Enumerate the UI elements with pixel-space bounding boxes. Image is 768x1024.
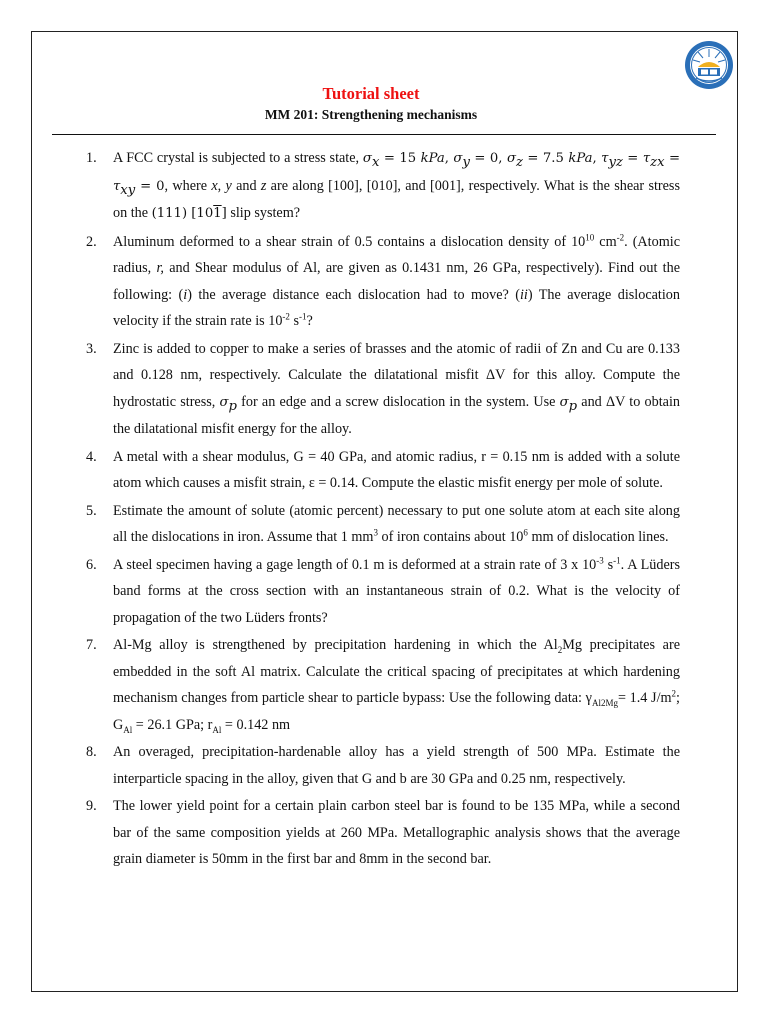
question-text: and ΔV to obtain the dilatational misfit energy for the alloy. [113, 393, 680, 437]
math-symbol: σ [506, 151, 516, 166]
question-text: Mg precipitates are embedded in the soft Al matrix. Calculate the critical spacing of precipitates at which hardening mechanism changes from particle shear to particle bypass: Use the following data: γ [113, 637, 680, 706]
question-item [86, 793, 680, 873]
question-text: A metal with a shear modulus, G = 40 GPa, and atomic radius, r = 0.15 nm is added with a solute atom which causes a misfit strain, ε = 0.14. Compute the elastic misfit energy per mole of solute. [113, 448, 680, 491]
math-subscript: x [371, 154, 380, 170]
question-text: A steel specimen having a gage length of 0.1 m is deformed at a strain rate of 3 x 10 [113, 556, 597, 573]
question-item [86, 739, 680, 792]
question-number: 6. [86, 556, 97, 573]
superscript: 6 [523, 527, 528, 538]
page-title: Tutorial sheet [322, 84, 420, 103]
math-unit: kPa [568, 151, 593, 166]
math-subscript: p [568, 398, 578, 414]
question-text: = 1.4 J/m [617, 690, 672, 706]
math-subscript: zx [650, 154, 665, 170]
question-text: and Shear modulus of Al, are given as 0.1431 nm, 26 GPa, respectively). Find out the following: ( [113, 260, 680, 303]
superscript: -1 [613, 554, 621, 565]
question-number: 4. [86, 448, 97, 465]
italic-term: r, [156, 260, 164, 276]
math-subscript: z [515, 154, 523, 170]
math-symbol: τ [601, 151, 609, 166]
axis-variable: z [260, 177, 267, 194]
institute-emblem-icon [684, 40, 734, 90]
math-value: = [622, 151, 643, 166]
axis-variable: y [225, 177, 232, 194]
question-text: Aluminum deformed to a shear strain of 0.5 contains a dislocation density of 10 [113, 233, 586, 250]
question-text: A FCC crystal is subjected to a stress state, [113, 150, 363, 166]
math-value: = 15 [379, 151, 421, 166]
question-text: cm [594, 233, 617, 250]
math-separator: , [498, 151, 507, 166]
question-list [86, 145, 680, 874]
question-number: 5. [86, 502, 97, 519]
math-value: = [664, 151, 681, 166]
question-text: s [289, 313, 299, 329]
math-separator: , [592, 151, 602, 166]
math-subscript: p [228, 398, 237, 414]
question-number: 9. [86, 798, 97, 814]
math-value: = 0 [135, 178, 165, 194]
question-text: and [231, 177, 261, 194]
subscript: Al [123, 724, 133, 735]
question-item [86, 145, 680, 228]
math-symbol: τ [642, 151, 651, 166]
course-subtitle: MM 201: Strengthening mechanisms [264, 107, 478, 122]
header-divider [52, 134, 716, 135]
superscript: -2 [282, 311, 290, 322]
question-number: 2. [86, 233, 97, 250]
question-text: , [217, 177, 226, 194]
subscript: Al2Mg [591, 697, 618, 708]
question-number: 8. [86, 744, 97, 760]
subscript: Al [212, 724, 222, 735]
math-value: = 7.5 [522, 151, 569, 166]
slip-system-index: (111) [10 [151, 206, 214, 221]
question-text: = 0.142 nm [221, 716, 291, 733]
math-symbol: σ [559, 394, 569, 410]
superscript: 2 [671, 688, 677, 699]
question-item [86, 632, 680, 738]
math-subscript: xy [120, 182, 136, 198]
question-text: = 26.1 GPa; r [132, 716, 213, 733]
slip-system-index: ] [221, 206, 227, 221]
math-symbol: σ [453, 151, 463, 166]
question-number: 3. [86, 340, 97, 357]
question-text: The lower yield point for a certain plain carbon steel bar is found to be 135 MPa, while a second bar of the same composition yields at 260 MPa. Metallographic analysis shows that the average grain diameter is 50mm in the first bar and 8mm in the second bar. [113, 798, 680, 867]
math-symbol: τ [113, 178, 121, 194]
question-text: Estimate the amount of solute (atomic percent) necessary to put one solute atom at each site along all the dislocations in iron. Assume that 1 mm [113, 502, 680, 545]
question-text: for an edge and a screw dislocation in the system. Use [236, 393, 560, 410]
question-text: slip system? [226, 205, 301, 221]
superscript: -3 [596, 554, 604, 565]
question-item [86, 229, 680, 335]
question-text: ? [306, 313, 313, 329]
superscript: 3 [373, 527, 378, 538]
question-text: ) The average dislocation velocity if the strain rate is 10 [113, 286, 680, 329]
question-text: mm of dislocation lines. [527, 529, 669, 545]
question-number: 1. [86, 150, 97, 166]
axis-variable: x [211, 177, 218, 194]
math-subscript: yz [608, 154, 623, 170]
math-symbol: σ [362, 151, 372, 166]
question-item [86, 336, 680, 443]
math-separator: , [444, 151, 454, 166]
question-text: Al-Mg alloy is strengthened by precipitation hardening in which the Al [113, 637, 558, 653]
math-value: = 0 [469, 151, 499, 166]
question-text: , where [164, 177, 212, 194]
math-subscript: y [462, 154, 470, 170]
question-item [86, 498, 680, 551]
question-text: ) the average distance each dislocation had to move? ( [187, 286, 520, 303]
superscript: 10 [585, 231, 595, 242]
italic-term: ii [519, 286, 528, 303]
question-text: ; G [113, 690, 680, 733]
question-text: are along [100], [010], and [001], respectively. What is the shear stress on the [113, 177, 680, 221]
question-text: of iron contains about 10 [377, 529, 524, 545]
superscript: -1 [299, 311, 307, 322]
question-text: s [603, 556, 614, 573]
question-item [86, 444, 680, 497]
superscript: -2 [616, 231, 625, 242]
question-number: 7. [86, 637, 97, 653]
question-text: . (Atomic radius, [113, 233, 680, 276]
slip-system-index: 1 [213, 206, 222, 221]
math-symbol: σ [219, 394, 229, 410]
math-unit: kPa [420, 151, 445, 166]
question-text: An overaged, precipitation-hardenable alloy has a yield strength of 500 MPa. Estimate the interparticle spacing in the alloy, given that G and b are 30 GPa and 0.25 nm, respectively. [113, 744, 680, 787]
question-text: . A Lüders band forms at the cross section with an instantaneous strain of 0.2. What is the velocity of propagation of the two Lüders fronts? [113, 556, 680, 626]
subscript: 2 [557, 644, 563, 655]
italic-term: i [183, 286, 188, 303]
question-text: Zinc is added to copper to make a series of brasses and the atomic of radii of Zn and Cu are 0.133 and 0.128 nm, respectively. Calculate the dilatational misfit ΔV for this alloy. Compute the hydrostatic stress, [113, 340, 680, 410]
question-item [86, 552, 680, 632]
